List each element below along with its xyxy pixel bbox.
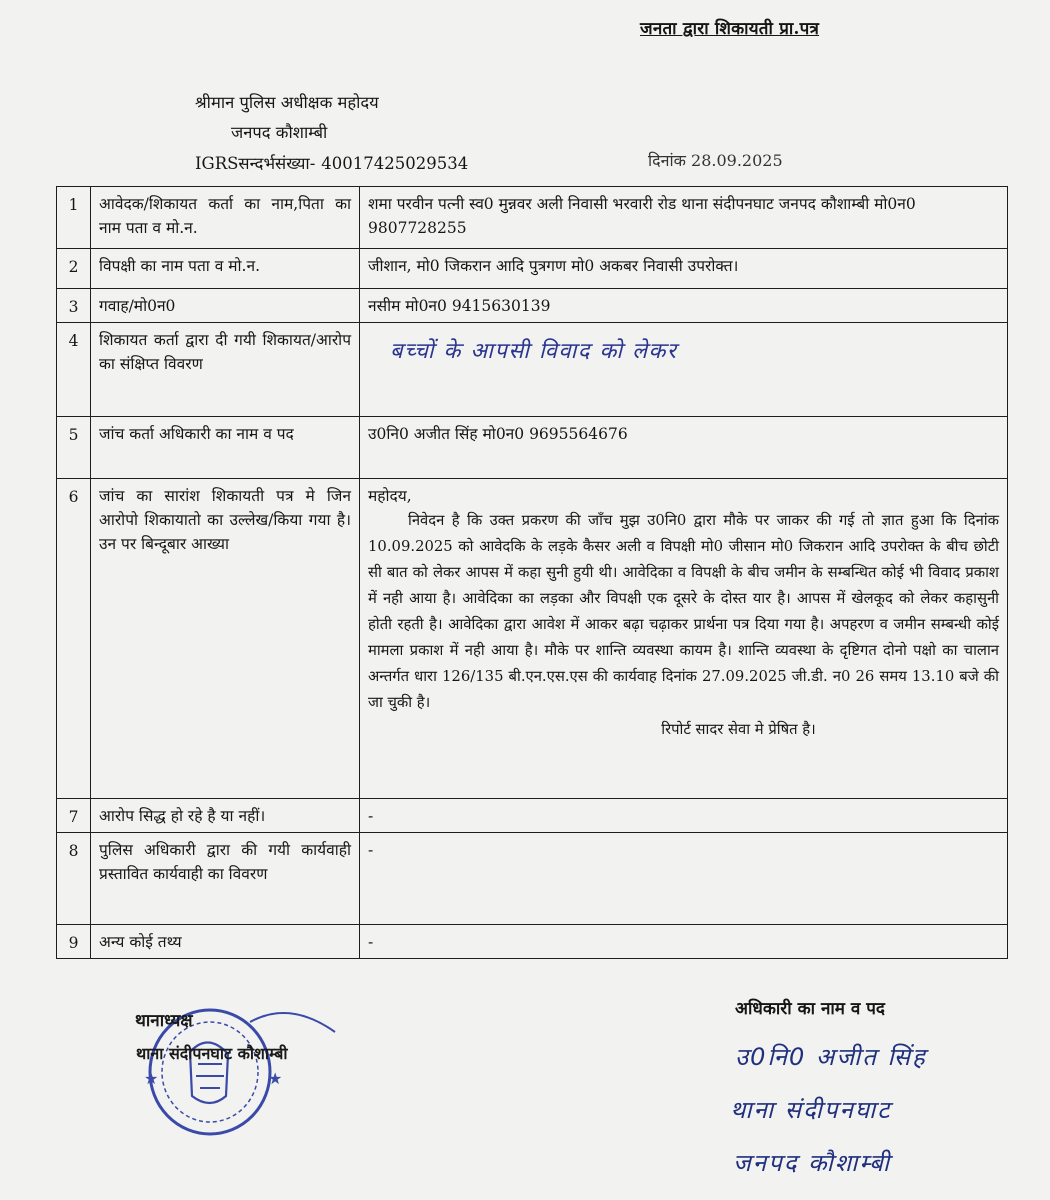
row-number: 3: [57, 289, 91, 323]
officer-signature-line-3: जनपद कौशाम्बी: [733, 1149, 892, 1177]
row-question: आवेदक/शिकायत कर्ता का नाम,पिता का नाम पता व मो.न.: [91, 187, 360, 249]
complaint-table: [56, 186, 1008, 959]
handwritten-summary: बच्चों के आपसी विवाद को लेकर: [390, 339, 678, 364]
table-row: [57, 833, 1008, 925]
row-number: 5: [57, 417, 91, 479]
table-row: [57, 417, 1008, 479]
igrs-reference: [195, 151, 468, 174]
investigation-report: [360, 479, 1008, 799]
row-answer: नसीम मो0न0 9415630139: [360, 289, 1008, 323]
officer-signature-line-1: उ0नि0 अजीत सिंह: [735, 1043, 927, 1071]
row-answer: शमा परवीन पत्नी स्व0 मुन्नवर अली निवासी भरवारी रोड थाना संदीपनघाट जनपद कौशाम्बी मो0न0 9807728255: [360, 187, 1008, 249]
row-question: शिकायत कर्ता द्वारा दी गयी शिकायत/आरोप का संक्षिप्त विवरण: [91, 323, 360, 417]
row-number: 4: [57, 323, 91, 417]
row-number: 7: [57, 799, 91, 833]
row-answer: उ0नि0 अजीत सिंह मो0न0 9695564676: [360, 417, 1008, 479]
row-question: अन्य कोई तथ्य: [91, 925, 360, 959]
officer-signature-line-2: थाना संदीपनघाट: [730, 1096, 892, 1124]
svg-text:★: ★: [268, 1069, 283, 1088]
row-number: 8: [57, 833, 91, 925]
form-title: जनता द्वारा शिकायती प्रा.पत्र: [640, 19, 820, 39]
row-question: गवाह/मो0न0: [91, 289, 360, 323]
table-row: [57, 925, 1008, 959]
report-salutation: महोदय,: [368, 487, 412, 505]
addressee-line-1: श्रीमान पुलिस अधीक्षक महोदय: [195, 93, 379, 112]
row-number: 1: [57, 187, 91, 249]
row-question: विपक्षी का नाम पता व मो.न.: [91, 249, 360, 289]
row-question: पुलिस अधिकारी द्वारा की गयी कार्यवाही प्रस्तावित कार्यवाही का विवरण: [91, 833, 360, 925]
svg-text:★: ★: [144, 1069, 159, 1088]
row-number: 6: [57, 479, 91, 799]
officer-label: अधिकारी का नाम व पद: [735, 999, 885, 1019]
row-number: 9: [57, 925, 91, 959]
table-row: [57, 799, 1008, 833]
igrs-number: 40017425029534: [321, 154, 469, 173]
row-answer: -: [360, 799, 1008, 833]
row-answer: -: [360, 925, 1008, 959]
table-row: [57, 323, 1008, 417]
letter-date: दिनांक 28.09.2025: [648, 151, 783, 170]
row-question: आरोप सिद्ध हो रहे है या नहीं।: [91, 799, 360, 833]
table-row: [57, 249, 1008, 289]
table-row: [57, 289, 1008, 323]
row-answer: जीशान, मो0 जिकरान आदि पुत्रगण मो0 अकबर निवासी उपरोक्त।: [360, 249, 1008, 289]
row-question: जांच का सारांश शिकायती पत्र मे जिन आरोपो शिकायातो का उल्लेख/किया गया है। उन पर बिन्दूबार आख्या: [91, 479, 360, 799]
row-answer: -: [360, 833, 1008, 925]
report-body: निवेदन है कि उक्त प्रकरण की जाँच मुझ उ0नि0 द्वारा मौके पर जाकर की गई तो ज्ञात हुआ कि दिनांक 10.09.2025 को आवेदकि के लड़के कैसर अली व विपक्षी मो0 जीसान मो0 जिकरान आदि उपरोक्त के बीच छोटी सी बात को लेकर आपस में कहा सुनी हुयी थी। आवेदिका व विपक्षी के बीच जमीन के सम्बन्धित कोई भी विवाद प्रकाश में नही आया है। आवेदिका का लड़का और विपक्षी एक दूसरे के दोस्त यार है। आपस में खेलकूद को लेकर कहासुनी होती रहती है। आवेदिका द्वारा आवेश में आकर बढ़ा चढ़ाकर प्रार्थना पत्र दिया गया है। अपहरण व जमीन सम्बन्धी कोई मामला प्रकाश में नही आया है। मौके पर शान्ति व्यवस्था कायम है। शान्ति व्यवस्था के दृष्टिगत दोनो पक्षो का चालान अन्तर्गत धारा 126/135 बी.एन.एस.एस की कार्यवाह दिनांक 27.09.2025 जी.डी. न0 26 समय 13.10 बजे की जा चुकी है।: [368, 512, 999, 711]
seal-station: थाना संदीपनघाट कौशाम्बी: [136, 1044, 288, 1063]
table-row: [57, 187, 1008, 249]
addressee-block: [195, 88, 379, 148]
row-number: 2: [57, 249, 91, 289]
report-closing: रिपोर्ट सादर सेवा मे प्रेषित है।: [661, 721, 816, 738]
addressee-line-2: जनपद कौशाम्बी: [231, 123, 328, 142]
row-question: जांच कर्ता अधिकारी का नाम व पद: [91, 417, 360, 479]
igrs-label: IGRSसन्दर्भसंख्या-: [195, 154, 316, 173]
seal-title: थानाध्यक्ष: [135, 1011, 193, 1031]
table-row: [57, 479, 1008, 799]
